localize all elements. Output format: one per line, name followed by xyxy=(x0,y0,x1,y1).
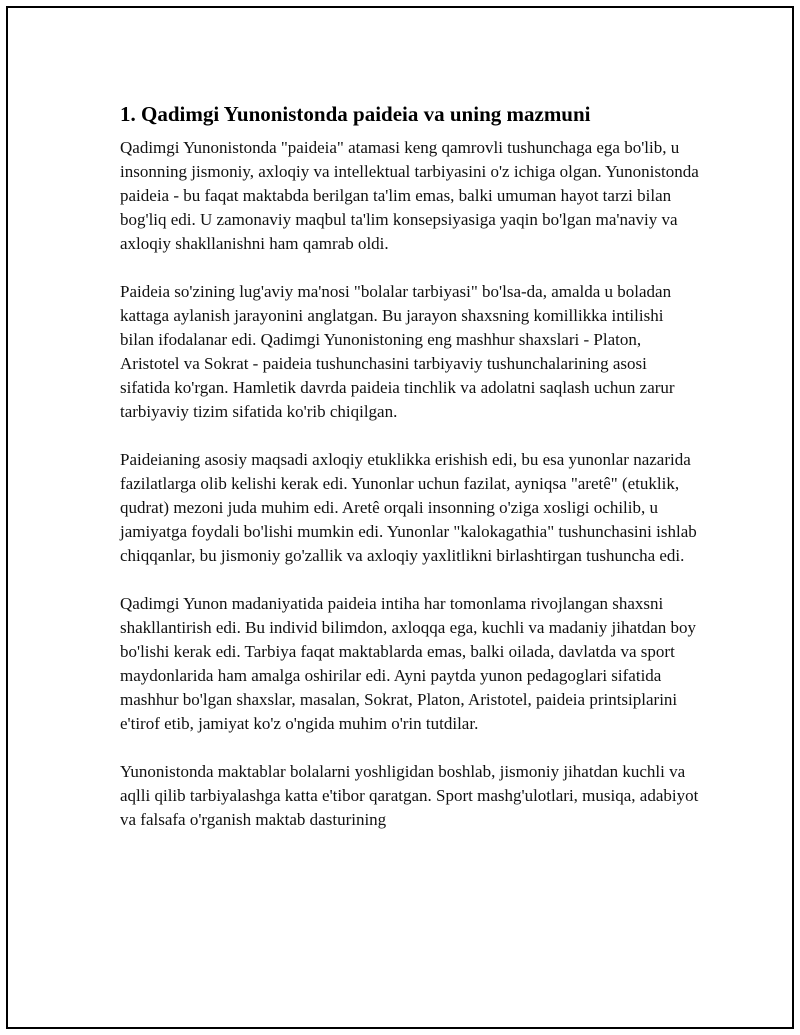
paragraph: Yunonistonda maktablar bolalarni yoshligidan boshlab, jismoniy jihatdan kuchli va aqlli qilib tarbiyalashga katta e'tibor qaratgan. Sport mashg'ulotlari, musiqa, adabiyot va falsafa o'rganish maktab dasturining xyxy=(120,762,699,829)
paragraph: Paideia so'zining lug'aviy ma'nosi "bolalar tarbiyasi" bo'lsa-da, amalda u boladan kattaga aylanish jarayonini anglatgan. Bu jarayon shaxsning komillikka intilishi bilan ifodalanar edi. Qadimgi Yunonistoning eng mashhur shaxslari - Platon, Aristotel va Sokrat - paideia tushunchasini tarbiyaviy tushunchalarining asosi sifatida ko'rgan. Hamletik davrda paideia tinchlik va adolatni saqlash uchun zarur tarbiyaviy tizim sifatida ko'rib chiqilgan. xyxy=(120,282,675,421)
paragraph: Paideianing asosiy maqsadi axloqiy etuklikka erishish edi, bu esa yunonlar nazarida fazilatlarga olib kelishi kerak edi. Yunonlar uchun fazilat, ayniqsa "aretê" (etuklik, qudrat) mezoni juda muhim edi. Aretê orqali insonning o'ziga xosligi ochilib, u jamiyatga foydali bo'lishi mumkin edi. Yunonlar "kalokagathia" tushunchasini ishlab chiqqanlar, bu jismoniy go'zallik va axloqiy yaxlitlikni birlashtirgan tushuncha edi. xyxy=(120,450,697,565)
page-frame xyxy=(6,6,794,1029)
document-body xyxy=(120,100,700,832)
paragraph: Qadimgi Yunon madaniyatida paideia intiha har tomonlama rivojlangan shaxsni shakllantirish edi. Bu individ bilimdon, axloqqa ega, kuchli va madaniy jihatdan boy bo'lishi kerak edi. Tarbiya faqat maktablarda emas, balki oilada, davlatda va sport maydonlarida ham amalga oshirilar edi. Ayni paytda yunon pedagoglari sifatida mashhur bo'lgan shaxslar, masalan, Sokrat, Platon, Aristotel, paideia printsiplarini e'tirof etib, jamiyat ko'z o'ngida muhim o'rin tutdilar. xyxy=(120,594,697,733)
paragraph: Qadimgi Yunonistonda "paideia" atamasi keng qamrovli tushunchaga ega bo'lib, u insonning jismoniy, axloqiy va intellektual tarbiyasini o'z ichiga olgan. Yunonistonda paideia - bu faqat maktabda berilgan ta'lim emas, balki umuman hayot tarzi bilan bog'liq edi. U zamonaviy maqbul ta'lim konsepsiyasiga yaqin bo'lgan ma'naviy va axloqiy shakllanishni ham qamrab oldi. xyxy=(120,138,699,253)
section-heading: 1. Qadimgi Yunonistonda paideia va uning mazmuni xyxy=(120,102,591,126)
